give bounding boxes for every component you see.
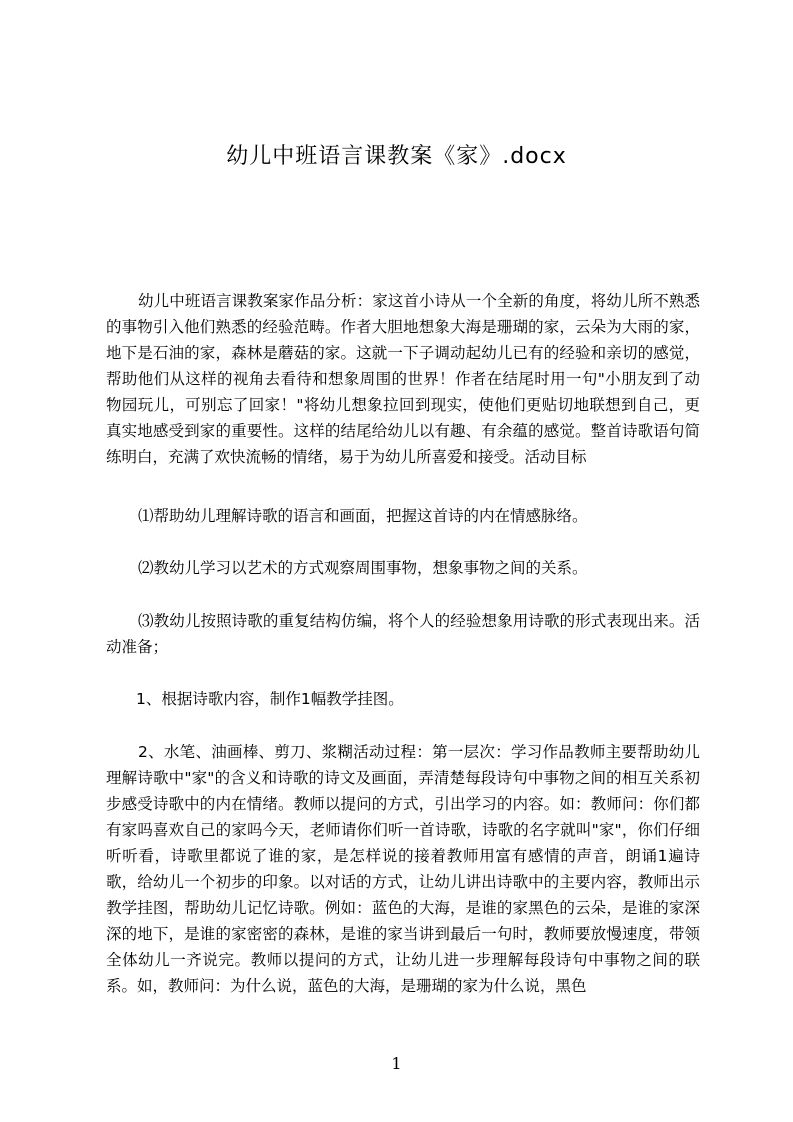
paragraph-goal-3: ⑶教幼儿按照诗歌的重复结构仿编，将个人的经验想象用诗歌的形式表现出来。活动准备； [106, 612, 700, 656]
document-title: 幼儿中班语言课教案《家》.docx [226, 144, 567, 169]
paragraph-prep-1: 1、根据诗歌内容，制作1幅教学挂图。 [136, 690, 404, 708]
paragraph-analysis: 幼儿中班语言课教案家作品分析：家这首小诗从一个全新的角度，将幼儿所不熟悉的事物引入他们熟悉的经验范畴。作者大胆地想象大海是珊瑚的家，云朵为大雨的家，地下是石油的家，森林是蘑菇的家。这就一下子调动起幼儿已有的经验和亲切的感觉，帮助他们从这样的视角去看待和想象周围的世界！作者在结尾时用一句"小朋友到了动物园玩儿，可别忘了回家！"将幼儿想象拉回到现实，使他们更贴切地联想到自己，更真实地感受到家的重要性。这样的结尾给幼儿以有趣、有余蕴的感觉。整首诗歌语句简练明白，充满了欢快流畅的情绪，易于为幼儿所喜爱和接受。活动目标 [106, 292, 700, 466]
page-number: 1 [391, 1054, 402, 1073]
paragraph-goal-1: ⑴帮助幼儿理解诗歌的语言和画面，把握这首诗的内在情感脉络。 [138, 507, 588, 525]
paragraph-goal-2: ⑵教幼儿学习以艺术的方式观察周围事物，想象事物之间的关系。 [138, 559, 588, 577]
paragraph-process: 2、水笔、油画棒、剪刀、浆糊活动过程：第一层次：学习作品教师主要帮助幼儿理解诗歌中"家"的含义和诗歌的诗文及画面，弄清楚每段诗句中事物之间的相互关系初步感受诗歌中的内在情绪。教师以提问的方式，引出学习的内容。如：教师问：你们都有家吗喜欢自己的家吗今天，老师请你们听一首诗歌，诗歌的名字就叫"家"，你们仔细听听看，诗歌里都说了谁的家，是怎样说的接着教师用富有感情的声音，朗诵1遍诗歌，给幼儿一个初步的印象。以对话的方式，让幼儿讲出诗歌中的主要内容，教师出示教学挂图，帮助幼儿记忆诗歌。例如：蓝色的大海，是谁的家黑色的云朵，是谁的家深深的地下，是谁的家密密的森林，是谁的家当讲到最后一句时，教师要放慢速度，带领全体幼儿一齐说完。教师以提问的方式，让幼儿进一步理解每段诗句中事物之间的联系。如，教师问：为什么说，蓝色的大海，是珊瑚的家为什么说，黑色 [106, 743, 700, 995]
